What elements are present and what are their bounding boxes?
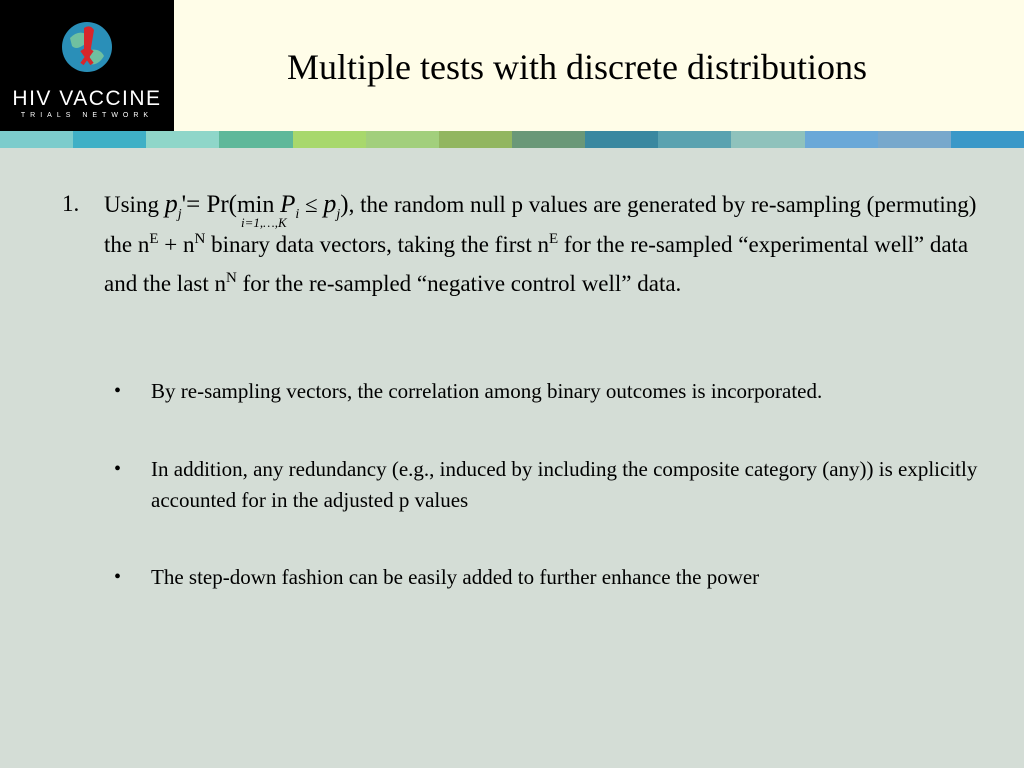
stripe-segment-12 xyxy=(805,131,878,148)
stripe-segment-1 xyxy=(0,131,73,148)
slide-body xyxy=(0,148,1024,768)
stripe-segment-11 xyxy=(731,131,804,148)
bullet-dot-1: • xyxy=(114,380,122,402)
stripe-segment-10 xyxy=(658,131,731,148)
numbered-paragraph xyxy=(104,186,984,305)
formula-min: min i=1,…,K xyxy=(237,187,274,223)
hvtn-logo xyxy=(0,0,174,131)
formula-close: ) xyxy=(340,191,349,218)
stripe-segment-4 xyxy=(219,131,292,148)
text-b: binary data vectors, taking the first n xyxy=(205,232,549,257)
globe-ribbon-icon xyxy=(60,20,114,74)
stripe-segment-9 xyxy=(585,131,658,148)
slide-title: Multiple tests with discrete distributions xyxy=(287,47,867,87)
formula-i: i xyxy=(295,207,300,222)
formula-range: i=1,…,K xyxy=(241,215,287,230)
bullet-dot-2: • xyxy=(114,458,122,480)
formula-p: p xyxy=(164,189,178,218)
stripe-segment-6 xyxy=(366,131,439,148)
formula-j: j xyxy=(177,207,182,222)
stripe-segment-5 xyxy=(293,131,366,148)
stripe-segment-2 xyxy=(73,131,146,148)
bullet-text-2: In addition, any redundancy (e.g., induced by including the composite category (any)) is explicitly accounted for in the adjusted p values xyxy=(151,457,978,512)
bullet-text-3: The step-down fashion can be easily added to further enhance the power xyxy=(151,565,760,589)
stripe-segment-13 xyxy=(878,131,951,148)
sup-n: N xyxy=(194,231,206,247)
text-a: , the random null p values are generated by re-sampling (permuting) the n xyxy=(104,192,977,257)
sup-e2: E xyxy=(548,231,559,247)
stripe-segment-8 xyxy=(512,131,585,148)
logo-text-sub: TRIALS NETWORK xyxy=(20,112,154,119)
formula-P: P xyxy=(280,191,296,218)
formula-j2: j xyxy=(336,207,341,222)
bullet-text-1: By re-sampling vectors, the correlation among binary outcomes is incorporated. xyxy=(151,379,823,403)
text-plus: + n xyxy=(158,232,195,257)
using-label: Using xyxy=(104,192,159,217)
sup-n2: N xyxy=(226,270,237,286)
stripe-segment-7 xyxy=(439,131,512,148)
list-number: 1. xyxy=(62,191,80,216)
text-d: for the re-sampled “negative control well” data. xyxy=(236,271,682,296)
formula-le: ≤ xyxy=(305,192,318,217)
stripe-segment-3 xyxy=(146,131,219,148)
text-c: for the re-sampled “experimental well” data and the last n xyxy=(104,232,969,296)
formula-eq: '= Pr( xyxy=(181,191,238,218)
color-stripe xyxy=(0,131,1024,148)
bullet-dot-3: • xyxy=(114,566,122,588)
sup-e: E xyxy=(149,231,159,247)
formula-p2: p xyxy=(323,189,337,218)
slide-header xyxy=(0,0,1024,131)
formula xyxy=(164,189,349,230)
logo-text-main: HIV VACCINE xyxy=(12,87,162,110)
stripe-segment-14 xyxy=(951,131,1024,148)
